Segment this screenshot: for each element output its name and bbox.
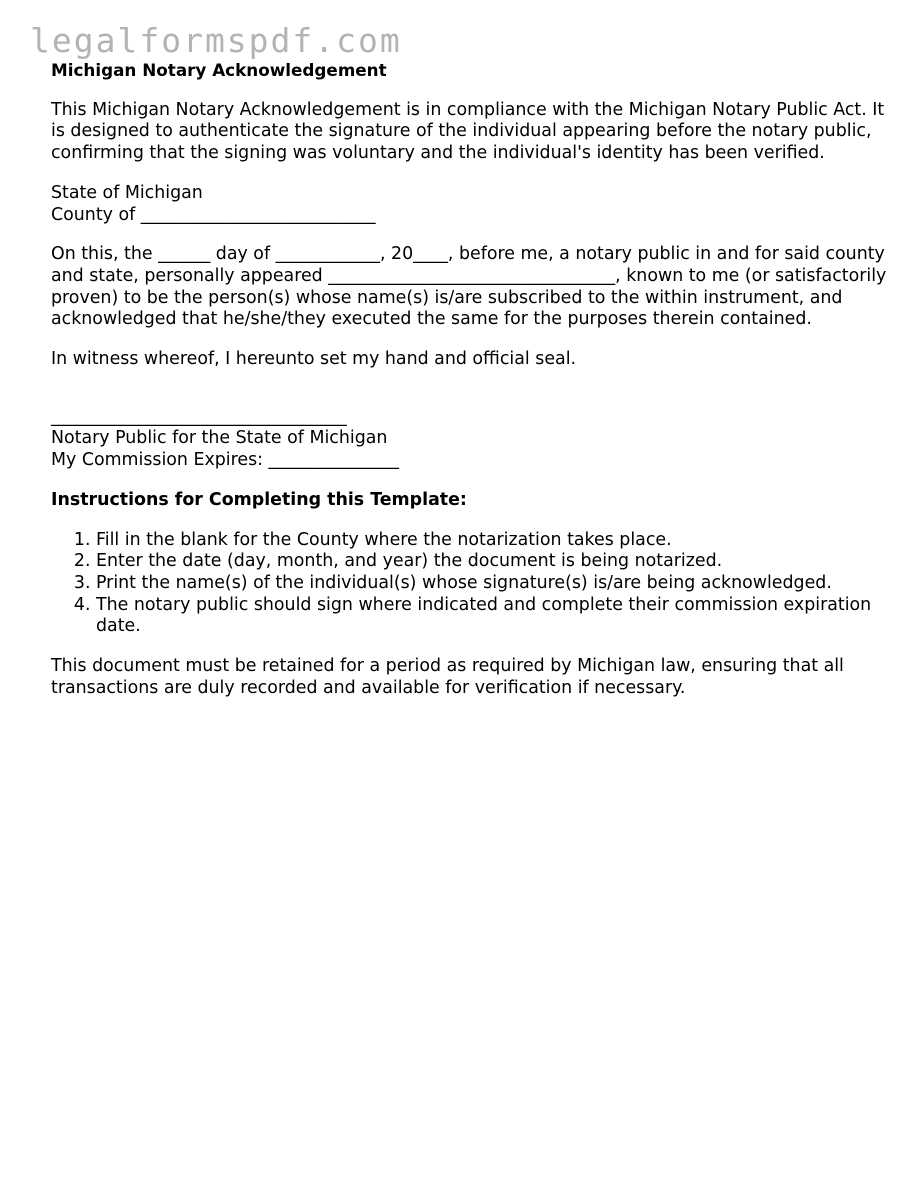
- commission-expiry-line: My Commission Expires: _______________: [51, 450, 399, 471]
- acknowledgement-paragraph: On this, the ______ day of ____________, 20____, before me, a notary public in and for said county and state, personally appeared _________________________________, known to me (or satisfactorily proven) to be the person(s) whose name(s) is/are subscribed to the within instrument, and acknowledged that he/she/they executed the same for the purposes therein contained.: [51, 244, 887, 330]
- signature-line: __________________________________: [51, 406, 347, 427]
- venue-block: [51, 183, 891, 226]
- state-line: State of Michigan: [51, 182, 203, 203]
- instructions-list: [51, 530, 891, 639]
- closing-paragraph: This document must be retained for a period as required by Michigan law, ensuring that all transactions are duly recorded and available for verification if necessary.: [51, 656, 844, 698]
- county-line: County of ___________________________: [51, 204, 376, 225]
- witness-statement: In witness whereof, I hereunto set my hand and official seal.: [51, 349, 577, 370]
- document-body: [51, 60, 891, 717]
- instruction-item: 3. Print the name(s) of the individual(s) whose signature(s) is/are being acknowledged.: [96, 573, 891, 595]
- signature-block: [51, 407, 891, 472]
- notary-title: Notary Public for the State of Michigan: [51, 428, 388, 449]
- document-title: Michigan Notary Acknowledgement: [51, 60, 387, 80]
- instruction-item: 1. Fill in the blank for the County where the notarization takes place.: [96, 530, 891, 552]
- instruction-item: 4. The notary public should sign where indicated and complete their commission expiration date.: [96, 595, 891, 638]
- watermark: legalformspdf.com: [30, 21, 402, 60]
- instruction-item: 2. Enter the date (day, month, and year) the document is being notarized.: [96, 551, 891, 573]
- intro-paragraph: This Michigan Notary Acknowledgement is in compliance with the Michigan Notary Public Act. It is designed to authenticate the signature of the individual appearing before the notary public, confirming that the signing was voluntary and the individual's identity has been verified.: [51, 99, 885, 164]
- instructions-heading: Instructions for Completing this Template:: [51, 489, 467, 510]
